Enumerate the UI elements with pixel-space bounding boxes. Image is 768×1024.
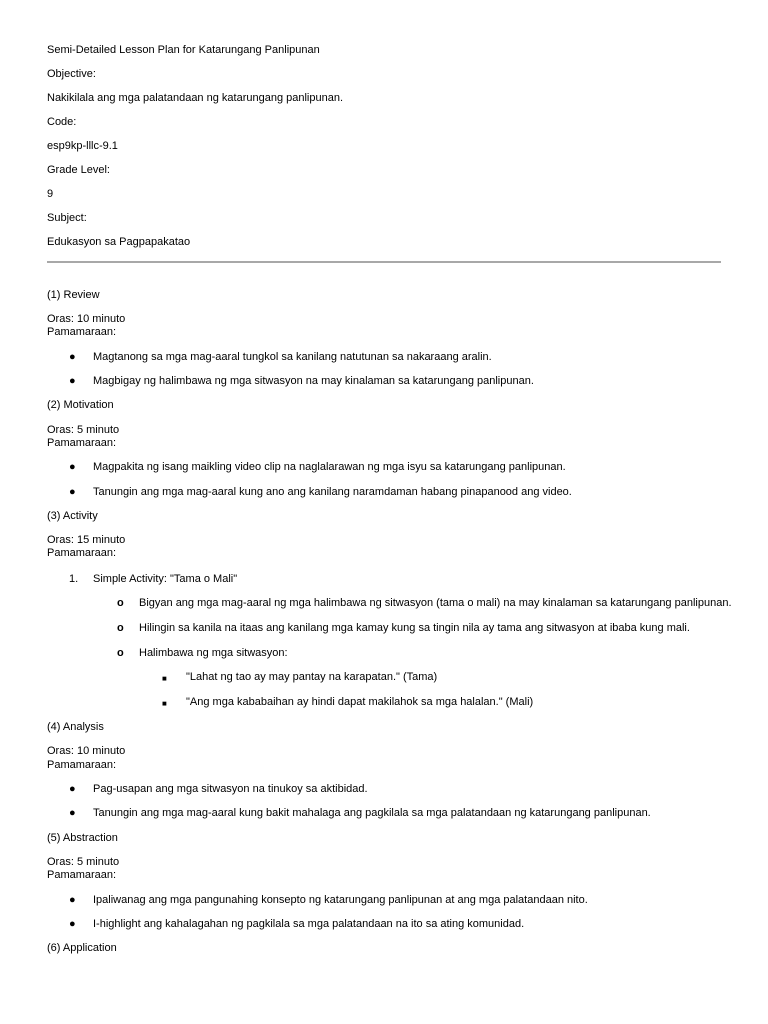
review-item: Magtanong sa mga mag-aaral tungkol sa kanilang natutunan sa nakaraang aralin.: [93, 351, 492, 363]
bullet-icon: ●: [69, 375, 76, 387]
circle-bullet-icon: o: [117, 597, 124, 609]
subject-label: Subject:: [47, 212, 87, 224]
motivation-heading: (2) Motivation: [47, 399, 114, 411]
application-heading: (6) Application: [47, 942, 117, 954]
analysis-item: Pag-usapan ang mga sitwasyon na tinukoy sa aktibidad.: [93, 783, 368, 795]
abstraction-time: Oras: 5 minuto: [47, 856, 120, 868]
activity-heading: (3) Activity: [47, 510, 98, 522]
code-label: Code:: [47, 116, 77, 128]
horizontal-divider: [47, 261, 721, 263]
motivation-time: Oras: 5 minuto: [47, 424, 120, 436]
bullet-icon: ●: [69, 894, 76, 906]
motivation-procedure-label: Pamamaraan:: [47, 437, 117, 449]
activity-sub-item: Bigyan ang mga mag-aaral ng mga halimbawa ng sitwasyon (tama o mali) na may kinalaman sa katarungang panlipunan.: [139, 597, 732, 609]
motivation-item: Magpakita ng isang maikling video clip na naglalarawan ng mga isyu sa katarungang panlipunan.: [93, 461, 566, 473]
activity-time: Oras: 15 minuto: [47, 534, 126, 546]
objective-text: Nakikilala ang mga palatandaan ng katarungang panlipunan.: [47, 92, 344, 104]
circle-bullet-icon: o: [117, 647, 124, 659]
abstraction-item: I-highlight ang kahalagahan ng pagkilala sa mga palatandaan na ito sa ating komunidad.: [93, 918, 525, 930]
abstraction-item: Ipaliwanag ang mga pangunahing konsepto ng katarungang panlipunan at ang mga palatandaan nito.: [93, 894, 588, 906]
activity-sub-item: Halimbawa ng mga sitwasyon:: [139, 647, 288, 659]
subject-value: Edukasyon sa Pagpapakatao: [47, 236, 191, 248]
review-heading: (1) Review: [47, 289, 100, 301]
activity-sub-item: Hilingin sa kanila na itaas ang kanilang mga kamay kung sa tingin nila ay tama ang sitwasyon at ibaba kung mali.: [139, 622, 690, 634]
activity-procedure-label: Pamamaraan:: [47, 547, 117, 559]
bullet-icon: ●: [69, 807, 76, 819]
abstraction-procedure-label: Pamamaraan:: [47, 869, 117, 881]
document-title: Semi-Detailed Lesson Plan for Katarungang Panlipunan: [47, 44, 320, 56]
bullet-icon: ●: [69, 461, 76, 473]
bullet-icon: ●: [69, 486, 76, 498]
bullet-icon: ●: [69, 918, 76, 930]
grade-value: 9: [47, 188, 54, 200]
analysis-item: Tanungin ang mga mag-aaral kung bakit mahalaga ang pagkilala sa mga palatandaan ng katarungang panlipunan.: [93, 807, 651, 819]
review-item: Magbigay ng halimbawa ng mga sitwasyon na may kinalaman sa katarungang panlipunan.: [93, 375, 534, 387]
review-procedure-label: Pamamaraan:: [47, 326, 117, 338]
review-time: Oras: 10 minuto: [47, 313, 126, 325]
analysis-procedure-label: Pamamaraan:: [47, 759, 117, 771]
objective-label: Objective:: [47, 68, 96, 80]
square-bullet-icon: ■: [162, 674, 167, 683]
code-value: esp9kp-lllc-9.1: [47, 140, 118, 152]
analysis-heading: (4) Analysis: [47, 721, 104, 733]
analysis-time: Oras: 10 minuto: [47, 745, 126, 757]
grade-label: Grade Level:: [47, 164, 110, 176]
activity-step: Simple Activity: "Tama o Mali": [93, 573, 238, 585]
bullet-icon: ●: [69, 783, 76, 795]
activity-example: "Ang mga kababaihan ay hindi dapat makilahok sa mga halalan." (Mali): [186, 696, 534, 708]
bullet-icon: ●: [69, 351, 76, 363]
abstraction-heading: (5) Abstraction: [47, 832, 118, 844]
activity-example: "Lahat ng tao ay may pantay na karapatan." (Tama): [186, 671, 438, 683]
circle-bullet-icon: o: [117, 622, 124, 634]
list-number: 1.: [69, 573, 79, 585]
motivation-item: Tanungin ang mga mag-aaral kung ano ang kanilang naramdaman habang pinapanood ang video.: [93, 486, 572, 498]
square-bullet-icon: ■: [162, 699, 167, 708]
